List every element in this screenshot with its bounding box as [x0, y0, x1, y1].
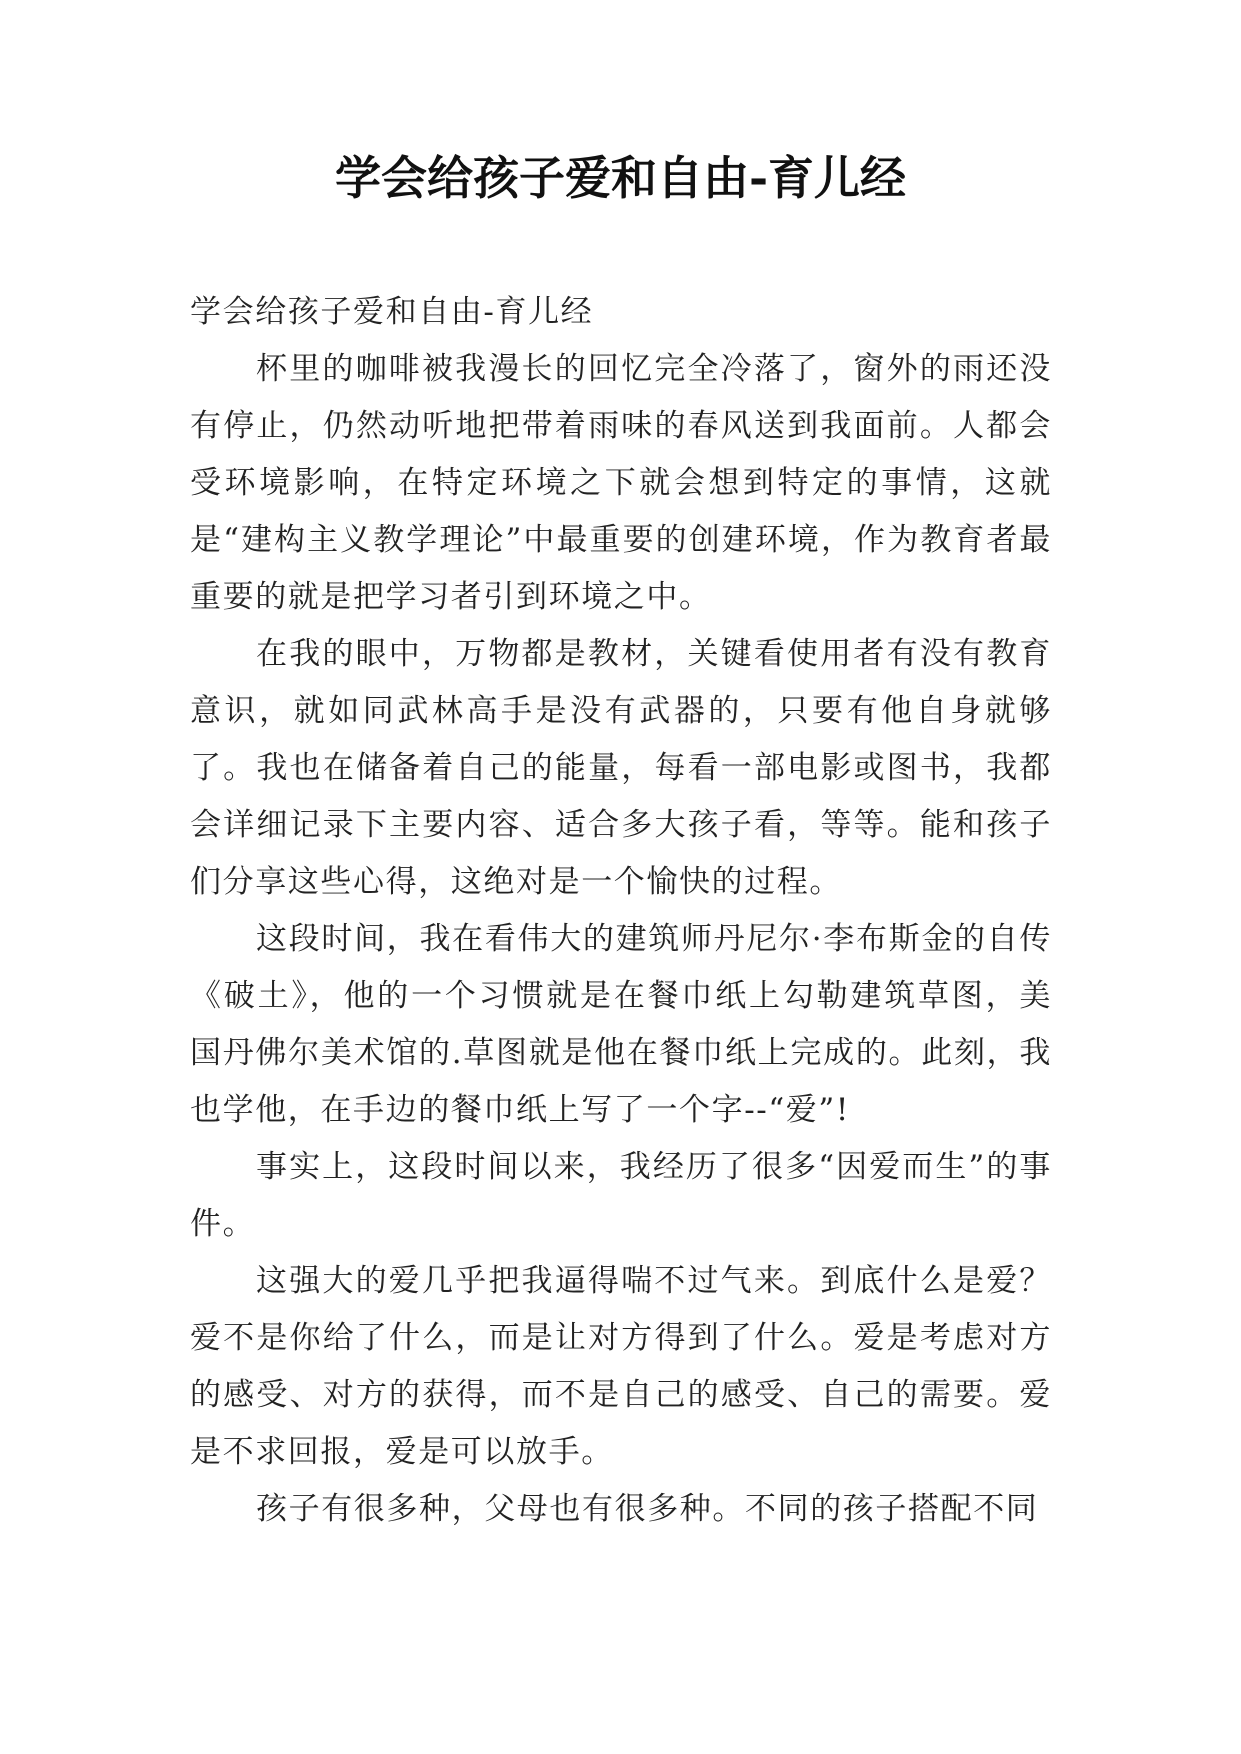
- document-title: 学会给孩子爱和自由-育儿经: [334, 151, 907, 205]
- paragraph: 事实上，这段时间以来，我经历了很多“因爱而生”的事件。: [190, 1149, 1052, 1242]
- paragraph: 在我的眼中，万物都是教材，关键看使用者有没有教育意识，就如同武林高手是没有武器的，只要有他自身就够了。我也在储备着自己的能量，每看一部电影或图书，我都会详细记录下主要内容、适合多大孩子看，等等。能和孩子们分享这些心得，这绝对是一个愉快的过程。: [190, 636, 1052, 900]
- paragraph: 杯里的咖啡被我漫长的回忆完全冷落了，窗外的雨还没有停止，仍然动听地把带着雨味的春风送到我面前。人都会受环境影响，在特定环境之下就会想到特定的事情，这就是“建构主义教学理论”中最重要的创建环境，作为教育者最重要的就是把学习者引到环境之中。: [190, 351, 1052, 615]
- paragraph: 这强大的爱几乎把我逼得喘不过气来。到底什么是爱？爱不是你给了什么，而是让对方得到了什么。爱是考虑对方的感受、对方的获得，而不是自己的感受、自己的需要。爱是不求回报，爱是可以放手。: [190, 1263, 1052, 1470]
- document-body: [190, 284, 1052, 1538]
- paragraph: 这段时间，我在看伟大的建筑师丹尼尔·李布斯金的自传《破土》，他的一个习惯就是在餐巾纸上勾勒建筑草图，美国丹佛尔美术馆的.草图就是他在餐巾纸上完成的。此刻，我也学他，在手边的餐巾纸上写了一个字--“爱”!: [190, 921, 1052, 1128]
- paragraph-subtitle: 学会给孩子爱和自由-育儿经: [190, 294, 594, 330]
- paragraph: 孩子有很多种，父母也有很多种。不同的孩子搭配不同: [256, 1491, 1039, 1527]
